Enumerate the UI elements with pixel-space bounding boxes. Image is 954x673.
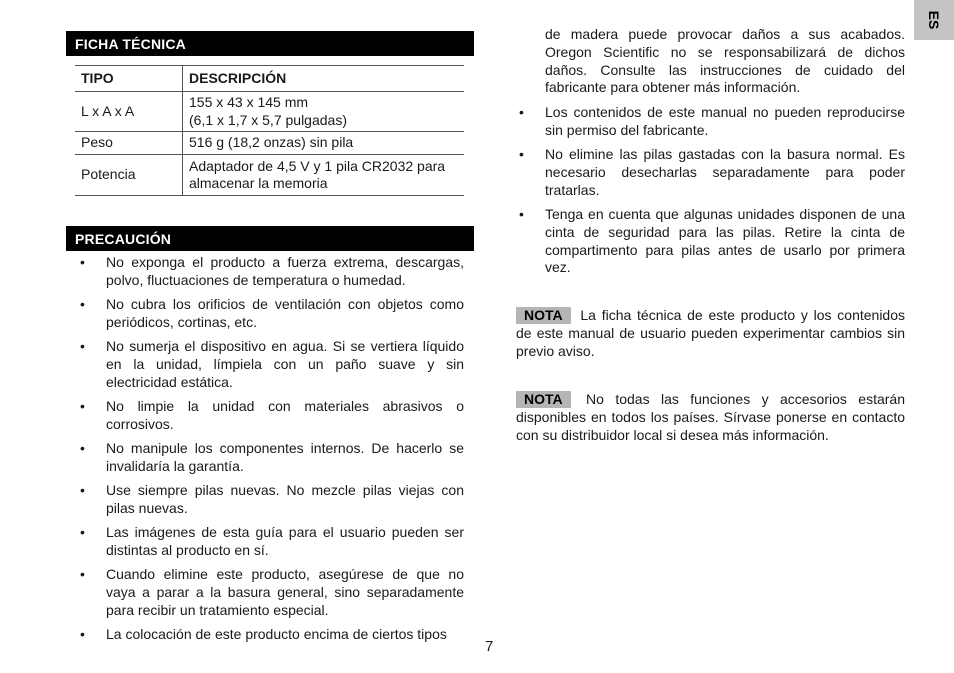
note-availability (516, 391, 905, 444)
list-item (78, 566, 464, 619)
list-item-text: No sumerja el dispositivo en agua. Si se vertiera líquido en la unidad, límpiela con un paño suave y sin electricidad estática. (106, 338, 464, 390)
page-number: 7 (485, 638, 494, 655)
bullet-icon: • (80, 398, 85, 415)
list-item (517, 104, 905, 140)
list-item (78, 398, 464, 434)
bullet-icon: • (80, 440, 85, 457)
caution-list (78, 254, 464, 651)
note-spec-changes (516, 307, 905, 360)
note-label: NOTA (516, 307, 571, 324)
spec-table (75, 65, 464, 196)
bullet-icon: • (80, 296, 85, 313)
row-description: Adaptador de 4,5 V y 1 pila CR2032 para almacenar la memoria (183, 155, 465, 196)
header-type: TIPO (75, 66, 183, 92)
list-item-text: No elimine las pilas gastadas con la basura normal. Es necesario desecharlas separadamente para poder tratarlas. (545, 146, 905, 198)
language-tab (914, 0, 954, 40)
note-text: La ficha técnica de este producto y los contenidos de este manual de usuario pueden experimentar cambios sin previo aviso. (516, 307, 905, 359)
list-item-text: Cuando elimine este producto, asegúrese de que no vaya a parar a la basura general, sino separadamente para recibir un tratamiento especial. (106, 566, 464, 619)
list-item (78, 482, 464, 518)
row-type: Peso (75, 132, 183, 155)
dims-imperial: (6,1 x 1,7 x 5,7 pulgadas) (189, 111, 347, 128)
list-item-text: Tenga en cuenta que algunas unidades disponen de una cinta de seguridad para las pilas. Retire la cinta de compartimento para pilas antes de usarlo por primera vez. (545, 205, 905, 276)
bullet-icon: • (80, 524, 85, 541)
list-item (517, 146, 905, 199)
bullet-icon: • (80, 338, 85, 355)
bullet-icon: • (80, 482, 85, 499)
row-description (183, 92, 465, 132)
table-row (75, 92, 464, 132)
bullet-icon: • (519, 146, 524, 163)
caution-continuation: de madera puede provocar daños a sus acabados. Oregon Scientific no se responsabilizará de dichos daños. Consulte las instrucciones de cuidado del fabricante para obtener más información. (545, 26, 905, 96)
list-item (78, 254, 464, 290)
list-item (78, 440, 464, 476)
caution-section-title: PRECAUCIÓN (66, 226, 474, 251)
language-tab-label: ES (926, 10, 942, 30)
row-description: 516 g (18,2 onzas) sin pila (183, 132, 465, 155)
list-item (78, 524, 464, 560)
table-row (75, 132, 464, 155)
note-text: No todas las funciones y accesorios estarán disponibles en todos los países. Sírvase ponerse en contacto con su distribuidor local si desea más información. (516, 391, 905, 443)
list-item-text: No limpie la unidad con materiales abrasivos o corrosivos. (106, 398, 464, 432)
row-type: L x A x A (75, 92, 183, 132)
list-item-text: No cubra los orificios de ventilación con objetos como periódicos, cortinas, etc. (106, 296, 464, 330)
table-row (75, 155, 464, 196)
list-item-text: No exponga el producto a fuerza extrema, descargas, polvo, fluctuaciones de temperatura o humedad. (106, 254, 464, 288)
bullet-icon: • (80, 626, 85, 643)
row-type: Potencia (75, 155, 183, 196)
spec-table-header (75, 66, 464, 92)
list-item (517, 206, 905, 277)
list-item (78, 296, 464, 332)
list-item-text: Use siempre pilas nuevas. No mezcle pilas viejas con pilas nuevas. (106, 482, 464, 517)
bullet-icon: • (80, 566, 85, 583)
header-description: DESCRIPCIÓN (183, 66, 465, 92)
note-label: NOTA (516, 391, 571, 408)
bullet-icon: • (519, 205, 524, 222)
list-item (78, 626, 464, 644)
spec-section-title: FICHA TÉCNICA (66, 31, 474, 56)
dims-metric: 155 x 43 x 145 mm (189, 94, 309, 110)
list-item-text: Las imágenes de esta guía para el usuario pueden ser distintas al producto en sí. (106, 524, 464, 559)
list-item-text: La colocación de este producto encima de ciertos tipos (106, 626, 447, 643)
bullet-icon: • (80, 254, 85, 270)
list-item-text: Los contenidos de este manual no pueden reproducirse sin permiso del fabricante. (545, 104, 905, 138)
list-item-text: No manipule los componentes internos. De hacerlo se invalidaría la garantía. (106, 440, 464, 474)
list-item (78, 338, 464, 391)
bullet-icon: • (519, 104, 524, 120)
caution-list-continued (517, 104, 905, 284)
